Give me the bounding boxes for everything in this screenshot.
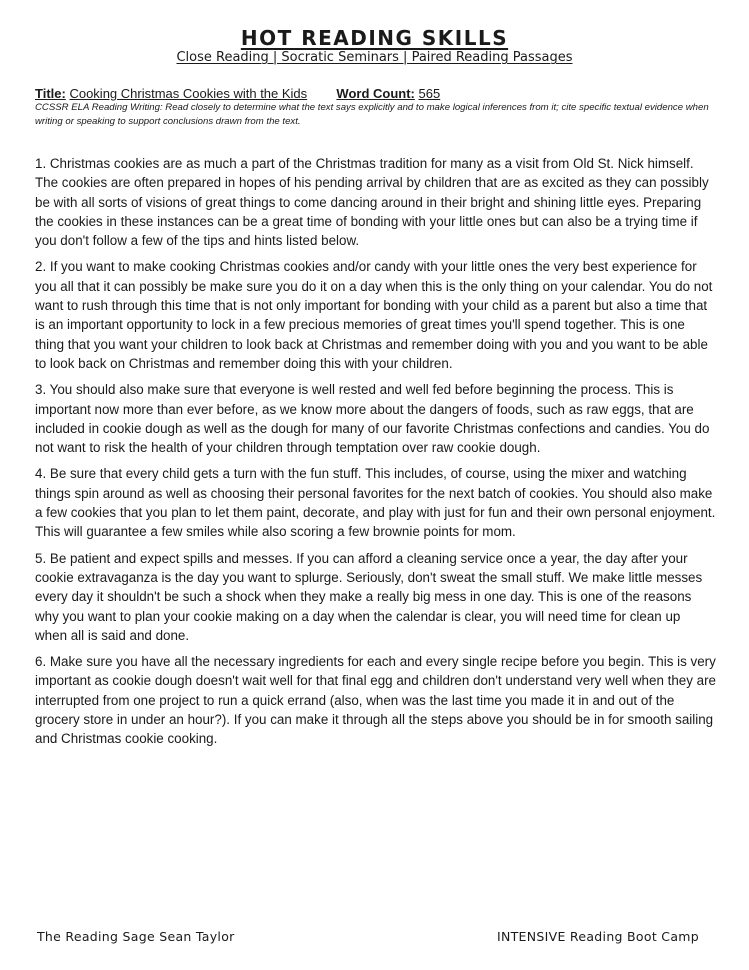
paragraph-2: 2. If you want to make cooking Christmas cookies and/or candy with your little ones the very best experience for you all that it can possibly be make sure you do it on a day when this is the only thing on your calendar. You do not want to rush through this time that is not only important for bonding with your child as a parent but also a time that is an important opportunity to lock in a few precious memories of great times you'll spend together. This is one thing that you want your children to look back at Christmas and remember doing with you and you want to be able to look back on Christmas and remember doing this with your children. bbox=[35, 259, 713, 371]
title-value: Cooking Christmas Cookies with the Kids bbox=[69, 86, 308, 101]
passage-body bbox=[35, 154, 716, 756]
title-label: Title: bbox=[35, 86, 66, 101]
word-count-value: 565 bbox=[418, 86, 441, 101]
meta-line bbox=[35, 86, 440, 101]
paragraph-4: 4. Be sure that every child gets a turn with the fun stuff. This includes, of course, using the mixer and watching things spin around as well as choosing their personal favorites for the next batch of cookies. You should also make a few cookies that you plan to let them paint, decorate, and play with just for fun and their own personal enjoyment. This will guarantee a few smiles while also scoring a few brownie points for mom. bbox=[35, 466, 716, 540]
footer-author: The Reading Sage Sean Taylor bbox=[37, 929, 235, 944]
footer-program: INTENSIVE Reading Boot Camp bbox=[496, 929, 699, 944]
paragraph-5: 5. Be patient and expect spills and messes. If you can afford a cleaning service once a year, the day after your cookie extravaganza is the day you want to splurge. Seriously, don't sweat the small stuff. We make little messes every day it shouldn't be such a shock when they make a really big mess in one day. This is one of the reasons why you want to plan your cookie making on a day when the calendar is clear, you will need time for clean up when all is said and done. bbox=[35, 550, 703, 643]
paragraph-3: 3. You should also make sure that everyone is well rested and well fed before beginning the process. This is important now more than ever before, as we know more about the dangers of foods, such as raw eggs, that are included in cookie dough as well as the dough for many of our favorite Christmas confections and candies. You do not want to risk the health of your children through temptation over raw cookie dough. bbox=[35, 382, 710, 456]
paragraph-1: 1. Christmas cookies are as much a part of the Christmas tradition for many as a visit from Old St. Nick himself. The cookies are often prepared in hopes of his pending arrival by children that are as excited as they can possibly be with all sorts of visions of great things to come dancing around in their bright and shining little eyes. Preparing the cookies in these instances can be a great time of bonding with your little ones but can also be a trying time if you don't follow a few of the tips and hints listed below. bbox=[35, 156, 709, 249]
standard-text: CCSSR ELA Reading Writing: Read closely to determine what the text says explicitly and to make logical inferences from it; cite specific textual evidence when writing or speaking to support conclusions drawn from the text. bbox=[35, 102, 709, 127]
page-subtitle: Close Reading | Socratic Seminars | Paired Reading Passages bbox=[176, 50, 573, 65]
paragraph-6: 6. Make sure you have all the necessary ingredients for each and every single recipe before you begin. This is very important as cookie dough doesn't wait well for that final egg and children don't understand very well when they are interrupted from one project to run a quick errand (also, when was the last time you made it in and out of the grocery store in under an hour?). If you can make it through all the steps above you should be in for smooth sailing and Christmas cookie cooking. bbox=[35, 654, 717, 747]
word-count-label: Word Count: bbox=[336, 86, 415, 101]
page-title: HOT READING SKILLS bbox=[240, 26, 509, 50]
